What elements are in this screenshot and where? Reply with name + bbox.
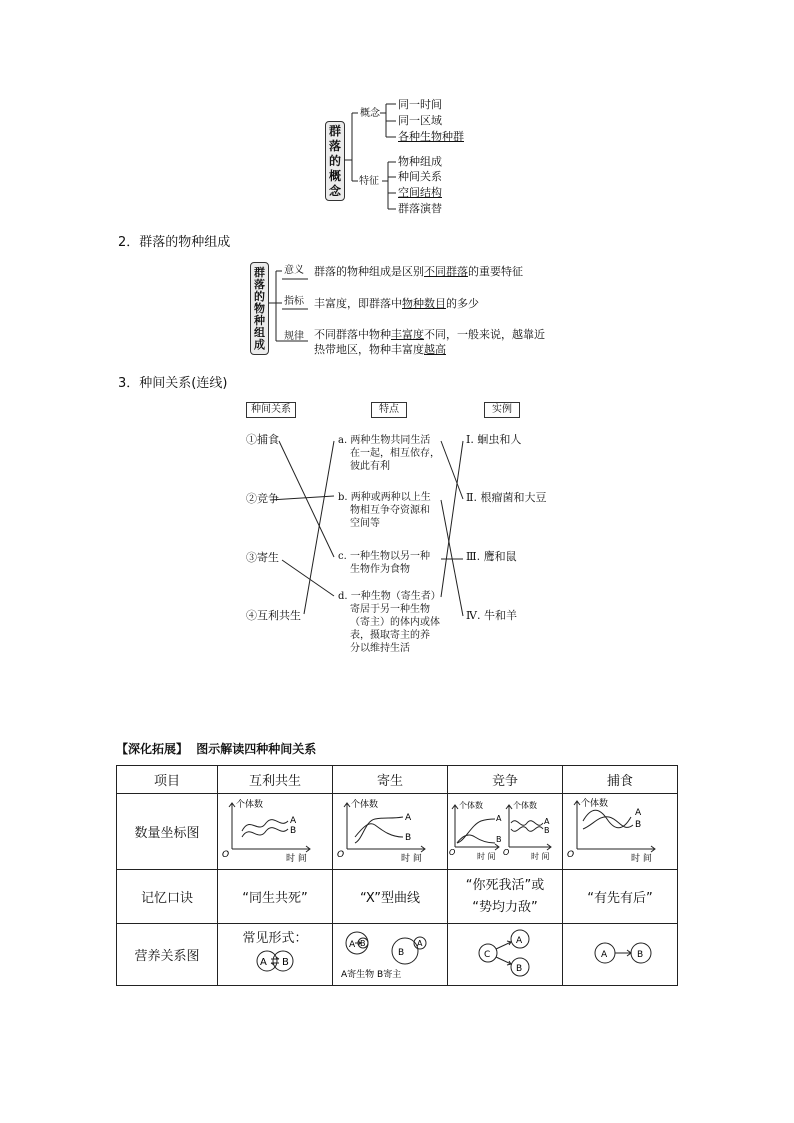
node-a: A (349, 939, 356, 950)
graph-predation (563, 794, 678, 870)
concept-item: 物种组成 (398, 155, 442, 168)
node-b: B (516, 963, 523, 974)
series-label: A (405, 812, 412, 823)
composition-text: 群落的物种组成是区别不同群落的重要特征 (314, 265, 523, 278)
trophic-predation (563, 924, 678, 986)
root-char: 成 (254, 337, 265, 351)
node-b: B (398, 947, 405, 958)
root-char: 念 (328, 183, 341, 198)
relation-item: ②竞争 (246, 492, 279, 505)
origin-label: O (222, 849, 230, 860)
section-heading: 2．群落的物种组成 (118, 235, 231, 250)
predation-graph (565, 795, 675, 865)
axis-label: 个体数 (513, 800, 537, 810)
extension-title: 【深化拓展】 图示解读四种种间关系 (116, 742, 317, 756)
trophic-mutualism (218, 924, 333, 986)
competition-trophic-diagram (450, 925, 560, 981)
root-char: 落 (254, 277, 265, 291)
axis-label: 个体数 (459, 800, 483, 810)
axis-label: 时 间 (286, 853, 307, 864)
example-item: Ⅳ. 牛和羊 (466, 609, 517, 622)
trophic-competition (448, 924, 563, 986)
node-a: A (260, 957, 267, 968)
series-label: A (496, 813, 502, 823)
concept-item: 群落演替 (398, 202, 442, 215)
example-item: Ⅱ. 根瘤菌和大豆 (466, 491, 547, 504)
parasitism-graph (335, 795, 445, 865)
root-char: 组 (254, 325, 265, 339)
root-char: 落 (328, 138, 341, 153)
series-label: B (544, 825, 550, 835)
concept-branch-label: 特征 (359, 176, 379, 187)
axis-label: 时 间 (631, 853, 652, 864)
series-label: B (405, 832, 412, 843)
concept-item: 种间关系 (398, 170, 442, 183)
feature-item: a. 两种生物共同生活 在一起，相互依存， 彼此有利 (338, 435, 440, 472)
axis-label: 个体数 (351, 799, 379, 810)
node-a: A (417, 938, 423, 948)
example-item: Ⅰ. 蛔虫和人 (466, 433, 522, 446)
composition-label: 意义 (284, 265, 304, 276)
composition-text: 丰富度，即群落中物种数目的多少 (314, 297, 479, 310)
axis-label: 个体数 (581, 798, 609, 809)
graph-mutualism (218, 794, 333, 870)
relation-item: ③寄生 (246, 551, 279, 564)
feature-item: c. 一种生物以另一种 生物作为食物 (338, 551, 430, 575)
mnemonic: “同生共死” (218, 870, 333, 924)
root-char: 的 (254, 289, 265, 303)
root-char: 群 (328, 123, 341, 138)
axis-label: 时 间 (401, 853, 422, 864)
table-header: 竞争 (448, 766, 563, 794)
row-label: 营养关系图 (117, 924, 218, 986)
relation-item: ④互利共生 (246, 609, 301, 622)
predation-trophic-diagram (565, 925, 675, 981)
concept-item: 同一时间 (398, 98, 442, 111)
row-label: 数量坐标图 (117, 794, 218, 870)
column-header: 特点 (371, 402, 407, 418)
node-a: A (516, 935, 523, 946)
root-char: 种 (254, 313, 265, 327)
series-label: A (290, 815, 297, 826)
axis-label: 时 间 (531, 851, 550, 861)
root-char: 概 (328, 168, 341, 183)
root-char: 物 (254, 301, 265, 315)
composition-text: 热带地区，物种丰富度越高 (314, 343, 446, 356)
table-header: 捕食 (563, 766, 678, 794)
origin-label: O (337, 849, 345, 860)
mutualism-graph (220, 795, 330, 865)
series-label: A (544, 816, 550, 826)
origin-label: O (567, 849, 575, 860)
series-label: B (496, 834, 502, 844)
parasitism-trophic-diagram (335, 925, 445, 981)
composition-label: 指标 (284, 296, 304, 307)
node-a: A (601, 949, 608, 960)
parasite-caption: A寄生物 B寄主 (341, 969, 402, 980)
section-heading: 3．种间关系(连线) (118, 376, 228, 391)
relation-item: ①捕食 (246, 433, 279, 446)
node-c: C (484, 949, 491, 960)
origin-label: O (449, 847, 456, 857)
row-label: 记忆口诀 (117, 870, 218, 924)
root-char: 群 (254, 265, 265, 279)
concept-item: 同一区域 (398, 114, 442, 127)
axis-label: 时 间 (477, 851, 496, 861)
relations-table (116, 765, 678, 986)
series-label: B (290, 825, 297, 836)
graph-parasitism (333, 794, 448, 870)
mnemonic: “有先有后” (563, 870, 678, 924)
table-header: 寄生 (333, 766, 448, 794)
trophic-parasitism (333, 924, 448, 986)
mnemonic: “你死我活”或 “势均力敌” (448, 870, 563, 924)
mutualism-trophic-diagram (225, 946, 325, 976)
node-b: B (360, 938, 366, 948)
feature-item: d. 一种生物（寄生者） 寄居于另一种生物 （寄主）的体内或体 表，摄取寄主的养 分以维持生活 (338, 591, 441, 654)
table-header: 项目 (117, 766, 218, 794)
table-header: 互利共生 (218, 766, 333, 794)
node-b: B (282, 957, 289, 968)
concept-item: 空间结构 (398, 186, 442, 199)
graph-competition (448, 794, 563, 870)
origin-label: O (503, 847, 510, 857)
mnemonic: “X”型曲线 (333, 870, 448, 924)
node-b: B (637, 949, 644, 960)
axis-label: 个体数 (236, 799, 264, 810)
column-header: 种间关系 (246, 402, 296, 418)
concept-branch-label: 概念 (360, 108, 380, 119)
composition-label: 规律 (284, 331, 304, 342)
common-form-label: 常见形式： (242, 931, 308, 946)
series-label: A (635, 807, 642, 818)
competition-graph (449, 795, 561, 865)
composition-text: 不同群落中物种丰富度不同，一般来说，越靠近 (314, 328, 545, 341)
example-item: Ⅲ. 鹰和鼠 (466, 550, 517, 563)
concept-item: 各种生物种群 (398, 130, 464, 143)
feature-item: b. 两种或两种以上生 物相互争夺资源和 空间等 (338, 492, 431, 529)
root-char: 的 (328, 153, 341, 168)
series-label: B (635, 819, 642, 830)
column-header: 实例 (484, 402, 520, 418)
